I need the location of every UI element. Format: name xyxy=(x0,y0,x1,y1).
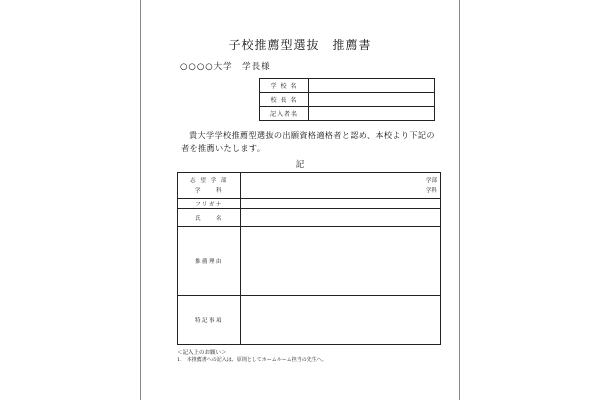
principal-name-field[interactable] xyxy=(309,93,435,107)
recommendation-table xyxy=(177,172,441,345)
page-right-edge xyxy=(459,0,460,400)
school-name-field[interactable] xyxy=(309,79,435,93)
department-label: 学 科 xyxy=(194,187,223,194)
furigana-field[interactable] xyxy=(241,199,441,209)
table-row xyxy=(178,173,441,199)
principal-name-label: 校 長 名 xyxy=(260,93,309,107)
table-row xyxy=(260,79,435,93)
desired-faculty-label: 志 望 学 部 xyxy=(190,177,228,184)
addressee: ○○○○大学 学長様 xyxy=(180,62,271,72)
school-info-table xyxy=(259,78,435,121)
table-row xyxy=(178,296,441,345)
table-row xyxy=(178,199,441,209)
table-row xyxy=(178,227,441,296)
writer-name-label: 記入者名 xyxy=(260,107,309,121)
recommendation-statement: 貴大学学校推薦型選抜の出願資格適格者と認め、本校より下記の者を推薦いたします。 xyxy=(181,130,435,153)
table-row xyxy=(178,209,441,227)
school-name-label: 学 校 名 xyxy=(260,79,309,93)
document-title: 子校推薦型選抜 推薦書 xyxy=(228,38,372,52)
dept-label-cell xyxy=(178,173,241,199)
remarks-field[interactable] xyxy=(241,296,441,345)
page-left-edge xyxy=(140,0,141,400)
notes-heading: ＜記入上のお願い＞ xyxy=(177,350,227,356)
notes-line-1: 1. 本推薦書への記入は、原則としてホームルーム担当の先生へ。 xyxy=(177,357,327,363)
writer-name-field[interactable] xyxy=(309,107,435,121)
furigana-label: フリガナ xyxy=(178,199,241,209)
table-row xyxy=(260,107,435,121)
reason-label: 推薦理由 xyxy=(178,227,241,296)
faculty-department-field[interactable] xyxy=(241,173,441,199)
name-label: 氏 名 xyxy=(178,209,241,227)
department-unit: 学科 xyxy=(425,187,437,194)
reason-field[interactable] xyxy=(241,227,441,296)
name-field[interactable] xyxy=(241,209,441,227)
faculty-unit: 学部 xyxy=(425,177,437,184)
table-row xyxy=(260,93,435,107)
remarks-label: 特記事項 xyxy=(178,296,241,345)
ki-heading: 記 xyxy=(295,160,305,170)
